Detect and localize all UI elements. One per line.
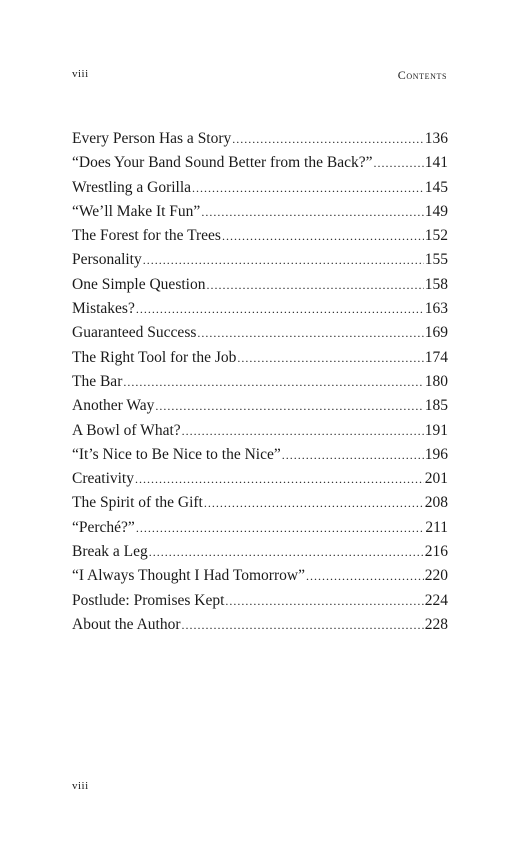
dot-leader: [282, 443, 424, 467]
toc-entry: [72, 589, 448, 613]
dot-leader: [222, 224, 424, 248]
toc-entry-page: 196: [424, 445, 448, 463]
dot-leader: [237, 346, 423, 370]
dot-leader: [123, 370, 423, 394]
toc-entry: [72, 564, 448, 588]
toc-entry: [72, 370, 448, 394]
toc-entry-page: 169: [424, 324, 448, 342]
toc-entry-page: 191: [424, 421, 448, 439]
toc-entry-title: Personality: [72, 251, 142, 269]
toc-entry-page: 163: [424, 300, 448, 318]
dot-leader: [149, 540, 424, 564]
dot-leader: [201, 200, 423, 224]
toc-entry-page: 155: [424, 251, 448, 269]
toc-entry-title: Postlude: Promises Kept: [72, 591, 225, 609]
toc-entry-title: Guaranteed Success: [72, 324, 197, 342]
toc-entry-page: 149: [424, 202, 448, 220]
toc-entry-page: 145: [424, 178, 448, 196]
toc-entry: [72, 346, 448, 370]
toc-entry-page: 174: [424, 348, 448, 366]
table-of-contents: [72, 127, 448, 637]
toc-entry-page: 216: [424, 543, 448, 561]
toc-entry: [72, 467, 448, 491]
dot-leader: [232, 127, 423, 151]
toc-entry: [72, 613, 448, 637]
toc-entry-page: 224: [424, 591, 448, 609]
dot-leader: [225, 589, 423, 613]
header-section-title: Contents: [397, 68, 447, 82]
toc-entry-page: 220: [424, 567, 448, 585]
toc-entry: [72, 516, 448, 540]
toc-entry: [72, 321, 448, 345]
toc-entry-title: Mistakes?: [72, 300, 135, 318]
dot-leader: [206, 273, 423, 297]
running-head: [72, 68, 447, 84]
toc-entry-page: 211: [425, 518, 448, 536]
dot-leader: [192, 176, 424, 200]
toc-entry-title: The Forest for the Trees: [72, 227, 221, 245]
toc-entry-title: One Simple Question: [72, 275, 206, 293]
toc-entry-title: Creativity: [72, 470, 134, 488]
toc-entry: [72, 151, 448, 175]
toc-entry-page: 152: [424, 227, 448, 245]
dot-leader: [182, 613, 424, 637]
toc-entry: [72, 443, 448, 467]
dot-leader: [155, 394, 423, 418]
dot-leader: [136, 297, 424, 321]
dot-leader: [182, 419, 424, 443]
toc-entry-title: Another Way: [72, 397, 155, 415]
dot-leader: [373, 151, 423, 175]
toc-entry-page: 158: [424, 275, 448, 293]
toc-entry-page: 228: [424, 615, 448, 633]
footer-page-number: viii: [72, 780, 89, 792]
toc-entry-title: “I Always Thought I Had Tomorrow”: [72, 567, 305, 585]
toc-entry-title: About the Author: [72, 615, 181, 633]
toc-entry-title: The Spirit of the Gift: [72, 494, 203, 512]
toc-entry: [72, 419, 448, 443]
toc-entry-title: “Does Your Band Sound Better from the Back?”: [72, 154, 373, 172]
toc-entry-page: 201: [424, 470, 448, 488]
dot-leader: [306, 564, 424, 588]
dot-leader: [143, 248, 424, 272]
toc-entry-title: “We’ll Make It Fun”: [72, 202, 201, 220]
toc-entry-title: A Bowl of What?: [72, 421, 181, 439]
toc-entry: [72, 224, 448, 248]
toc-entry-title: “Perché?”: [72, 518, 135, 536]
toc-entry: [72, 540, 448, 564]
toc-entry-page: 136: [424, 130, 448, 147]
toc-entry: [72, 273, 448, 297]
toc-entry-title: The Right Tool for the Job: [72, 348, 237, 366]
toc-entry: [72, 127, 448, 151]
toc-entry: [72, 297, 448, 321]
toc-entry: [72, 394, 448, 418]
toc-entry-page: 185: [424, 397, 448, 415]
toc-entry: [72, 248, 448, 272]
toc-entry-title: The Bar: [72, 372, 123, 390]
dot-leader: [204, 491, 424, 515]
toc-entry-title: Every Person Has a Story: [72, 130, 232, 147]
toc-entry-title: Break a Leg: [72, 543, 148, 561]
header-page-number: viii: [72, 68, 89, 80]
toc-entry: [72, 176, 448, 200]
toc-entry-title: “It’s Nice to Be Nice to the Nice”: [72, 445, 281, 463]
dot-leader: [197, 321, 423, 345]
toc-entry-page: 208: [424, 494, 448, 512]
toc-entry-page: 180: [424, 372, 448, 390]
toc-entry-title: Wrestling a Gorilla: [72, 178, 192, 196]
toc-entry: [72, 200, 448, 224]
dot-leader: [135, 467, 424, 491]
dot-leader: [136, 516, 425, 540]
toc-entry: [72, 491, 448, 515]
toc-entry-page: 141: [424, 154, 448, 172]
